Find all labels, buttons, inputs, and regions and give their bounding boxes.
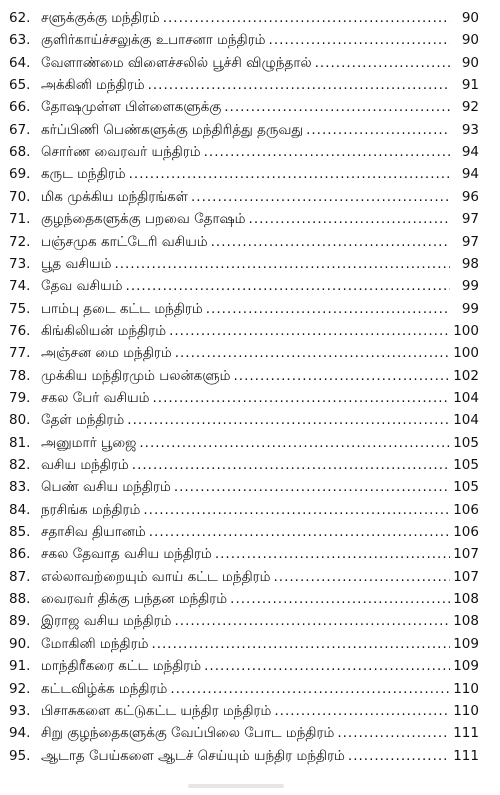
dot-leader	[151, 633, 450, 655]
toc-entry-title: பாம்பு தடை கட்ட மந்திரம்	[41, 300, 203, 317]
toc-entry-page-number: 97	[461, 233, 479, 250]
toc-entry	[9, 208, 479, 230]
toc-entry-number: 63.	[9, 32, 31, 49]
toc-entry-title: அஞ்சன மை மந்திரம்	[41, 345, 172, 362]
toc-entry	[9, 275, 479, 297]
toc-entry	[9, 52, 479, 74]
toc-entry-number: 89.	[9, 613, 31, 630]
dot-leader	[175, 610, 451, 632]
toc-entry-number: 72.	[9, 233, 31, 250]
toc-entry-number: 86.	[9, 546, 31, 563]
toc-entry	[9, 655, 479, 677]
dot-leader	[315, 52, 450, 74]
dot-leader	[348, 745, 450, 767]
toc-entry-page-number: 99	[461, 278, 479, 295]
toc-entry-page-number: 100	[453, 322, 479, 339]
toc-entry-number: 82.	[9, 457, 31, 473]
dot-leader	[149, 521, 450, 543]
toc-entry-title: சதாசிவ தியானம்	[41, 524, 146, 541]
toc-entry-title: ஆடாத பேய்களை ஆடச் செய்யும் யந்திர மந்திரம்	[41, 747, 345, 764]
toc-entry-page-number: 90	[461, 32, 479, 49]
toc-entry-title: பூத வசியம்	[41, 255, 112, 272]
toc-entry-page-number: 104	[453, 412, 479, 429]
toc-entry-number: 90.	[9, 635, 31, 652]
toc-entry-number: 85.	[9, 524, 31, 541]
toc-entry-page-number: 93	[461, 121, 479, 138]
toc-entry-number: 71.	[9, 211, 31, 228]
toc-entry-number: 93.	[9, 702, 31, 719]
dot-leader	[169, 320, 450, 342]
toc-entry-title: தோஷமுள்ள பிள்ளைகளுக்கு	[41, 99, 222, 116]
toc-entry	[9, 231, 479, 253]
toc-entry-page-number: 105	[453, 479, 479, 496]
toc-entry-title: அக்கினி மந்திரம்	[41, 77, 145, 94]
toc-entry-number: 91.	[9, 658, 31, 675]
toc-entry	[9, 298, 479, 320]
toc-entry-number: 68.	[9, 144, 31, 161]
toc-entry-number: 92.	[9, 680, 31, 697]
toc-entry-number: 75.	[9, 300, 31, 317]
toc-entry-number: 64.	[9, 54, 31, 71]
toc-entry-number: 87.	[9, 568, 31, 585]
toc-entry-number: 80.	[9, 412, 31, 429]
dot-leader	[306, 119, 450, 141]
toc-entry-page-number: 111	[453, 747, 479, 764]
dot-leader	[175, 342, 450, 364]
toc-entry-title: பஞ்சமுக காட்டேரி வசியம்	[41, 233, 208, 250]
toc-entry-page-number: 96	[461, 188, 479, 205]
toc-entry-number: 73.	[9, 255, 31, 272]
toc-entry-page-number: 90	[461, 54, 479, 71]
toc-entry-page-number: 109	[453, 658, 479, 675]
toc-entry-page-number: 105	[453, 434, 479, 451]
toc-entry-title: நரசிங்க மந்திரம்	[41, 501, 141, 518]
dot-leader	[204, 655, 450, 677]
toc-entry-page-number: 105	[453, 457, 479, 473]
toc-entry	[9, 722, 479, 744]
dot-leader	[215, 543, 450, 565]
toc-entry-page-number: 111	[453, 725, 479, 742]
toc-entry	[9, 253, 479, 275]
toc-entry	[9, 476, 479, 498]
dot-leader	[132, 454, 450, 476]
dot-leader	[163, 7, 450, 29]
toc-entry	[9, 163, 479, 185]
toc-entry-number: 65.	[9, 77, 31, 94]
toc-entry-title: இராஜ வசிய மந்திரம்	[41, 613, 172, 630]
toc-entry-title: மோகினி மந்திரம்	[41, 635, 149, 652]
page-edge-mark	[188, 784, 284, 788]
toc-entry-page-number: 108	[453, 591, 479, 608]
toc-entry-page-number: 110	[453, 680, 479, 697]
dot-leader	[234, 365, 450, 387]
dot-leader	[143, 499, 450, 521]
toc-entry	[9, 29, 479, 51]
toc-entry	[9, 543, 479, 565]
toc-entry-number: 70.	[9, 188, 31, 205]
toc-entry-title: வேளாண்மை விளைச்சலில் பூச்சி விழுந்தால்	[41, 54, 312, 71]
toc-entry-number: 69.	[9, 166, 31, 183]
toc-entry-title: தேள் மந்திரம்	[41, 412, 125, 429]
toc-entry	[9, 678, 479, 700]
toc-entry-title: மிக முக்கிய மந்திரங்கள்	[41, 188, 188, 205]
toc-entry-number: 66.	[9, 99, 31, 116]
toc-entry-title: மாந்திரீகரை கட்ட மந்திரம்	[41, 658, 202, 675]
toc-entry	[9, 7, 479, 29]
toc-entry	[9, 700, 479, 722]
toc-entry-page-number: 100	[453, 345, 479, 362]
toc-entry-number: 62.	[9, 10, 31, 26]
toc-entry	[9, 588, 479, 610]
toc-entry	[9, 141, 479, 163]
dot-leader	[206, 298, 450, 320]
toc-entry-number: 95.	[9, 747, 31, 764]
dot-leader	[274, 700, 450, 722]
dot-leader	[249, 208, 450, 230]
toc-entry	[9, 365, 479, 387]
dot-leader	[273, 566, 450, 588]
toc-entry	[9, 320, 479, 342]
toc-entry-page-number: 94	[461, 166, 479, 183]
toc-entry-page-number: 104	[453, 389, 479, 406]
dot-leader	[191, 186, 450, 208]
toc-entry-title: சகல பேர் வசியம்	[41, 389, 150, 406]
dot-leader	[224, 96, 450, 118]
toc-entry-page-number: 90	[461, 10, 479, 26]
toc-entry-page-number: 99	[461, 300, 479, 317]
toc-entry-title: சகல தேவாத வசிய மந்திரம்	[41, 546, 212, 563]
toc-entry-page-number: 91	[461, 77, 479, 94]
toc-entry	[9, 119, 479, 141]
dot-leader	[174, 476, 450, 498]
toc-entry	[9, 409, 479, 431]
toc-entry	[9, 499, 479, 521]
toc-entry-number: 67.	[9, 121, 31, 138]
toc-entry-number: 83.	[9, 479, 31, 496]
toc-entry-number: 76.	[9, 322, 31, 339]
toc-entry-number: 88.	[9, 591, 31, 608]
toc-entry-title: வசிய மந்திரம்	[41, 457, 129, 473]
toc-entry	[9, 566, 479, 588]
toc-entry-number: 94.	[9, 725, 31, 742]
toc-entry	[9, 387, 479, 409]
toc-entry-page-number: 106	[453, 524, 479, 541]
toc-entry-number: 79.	[9, 389, 31, 406]
toc-entry-title: முக்கிய மந்திரமும் பலன்களும்	[41, 367, 231, 384]
toc-entry-page-number: 98	[461, 255, 479, 272]
toc-entry-page-number: 106	[453, 501, 479, 518]
toc-entry-page-number: 109	[453, 635, 479, 652]
toc-entry	[9, 96, 479, 118]
toc-entry	[9, 342, 479, 364]
dot-leader	[148, 74, 450, 96]
toc-entry-title: வைரவர் திக்கு பந்தன மந்திரம்	[41, 591, 228, 608]
dot-leader	[204, 141, 450, 163]
toc-entry-number: 74.	[9, 278, 31, 295]
toc-entry-title: சொர்ண வைரவர் யந்திரம்	[41, 144, 201, 161]
toc-entry-title: பெண் வசிய மந்திரம்	[41, 479, 171, 496]
dot-leader	[230, 588, 450, 610]
dot-leader	[211, 231, 450, 253]
toc-entry-title: கிங்கிலியன் மந்திரம்	[41, 322, 167, 339]
toc-entry-page-number: 94	[461, 144, 479, 161]
toc-entry-title: தேவ வசியம்	[41, 278, 123, 295]
toc-entry	[9, 454, 479, 476]
toc-entry-title: எல்லாவற்றையும் வாய் கட்ட மந்திரம்	[41, 568, 271, 585]
dot-leader	[153, 387, 450, 409]
toc-entry-title: கர்ப்பிணி பெண்களுக்கு மந்திரித்து தருவது	[41, 121, 304, 138]
toc-entry-title: குழந்தைகளுக்கு பறவை தோஷம்	[41, 211, 246, 228]
toc-entry-page-number: 97	[461, 211, 479, 228]
toc-entry-title: சிறு குழந்தைகளுக்கு வேப்பிலை போட மந்திரம்	[41, 725, 335, 742]
toc-entry-title: கருட மந்திரம்	[41, 166, 126, 183]
dot-leader	[129, 163, 450, 185]
toc-entry	[9, 610, 479, 632]
toc-entry-page-number: 108	[453, 613, 479, 630]
dot-leader	[114, 253, 450, 275]
dot-leader	[170, 678, 450, 700]
toc-entry	[9, 633, 479, 655]
toc-entry-page-number: 102	[453, 367, 479, 384]
toc-entry	[9, 521, 479, 543]
toc-entry-title: கட்டவிழ்க்க மந்திரம்	[41, 680, 168, 697]
toc-entry-page-number: 107	[453, 568, 479, 585]
toc-entry-page-number: 110	[453, 702, 479, 719]
toc-entry	[9, 74, 479, 96]
toc-entry-title: குளிர்காய்ச்சலுக்கு உபாசனா மந்திரம்	[41, 32, 266, 49]
toc-entry-page-number: 92	[461, 99, 479, 116]
dot-leader	[269, 29, 450, 51]
toc-entry-page-number: 107	[453, 546, 479, 563]
toc-entry-title: சளுக்குக்கு மந்திரம்	[41, 10, 160, 26]
dot-leader	[126, 275, 450, 297]
toc-entry	[9, 186, 479, 208]
toc-entry	[9, 745, 479, 767]
toc-entry-title: பிசாசுகளை கட்டுகட்ட யந்திர மந்திரம்	[41, 702, 272, 719]
dot-leader	[337, 722, 450, 744]
dot-leader	[127, 409, 450, 431]
toc-entry-number: 84.	[9, 501, 31, 518]
toc-entry-title: அனுமார் பூஜை	[41, 434, 137, 451]
toc-entry-number: 81.	[9, 434, 31, 451]
toc-entry-number: 78.	[9, 367, 31, 384]
dot-leader	[139, 432, 450, 454]
toc-entry	[9, 432, 479, 454]
toc-entry-number: 77.	[9, 345, 31, 362]
